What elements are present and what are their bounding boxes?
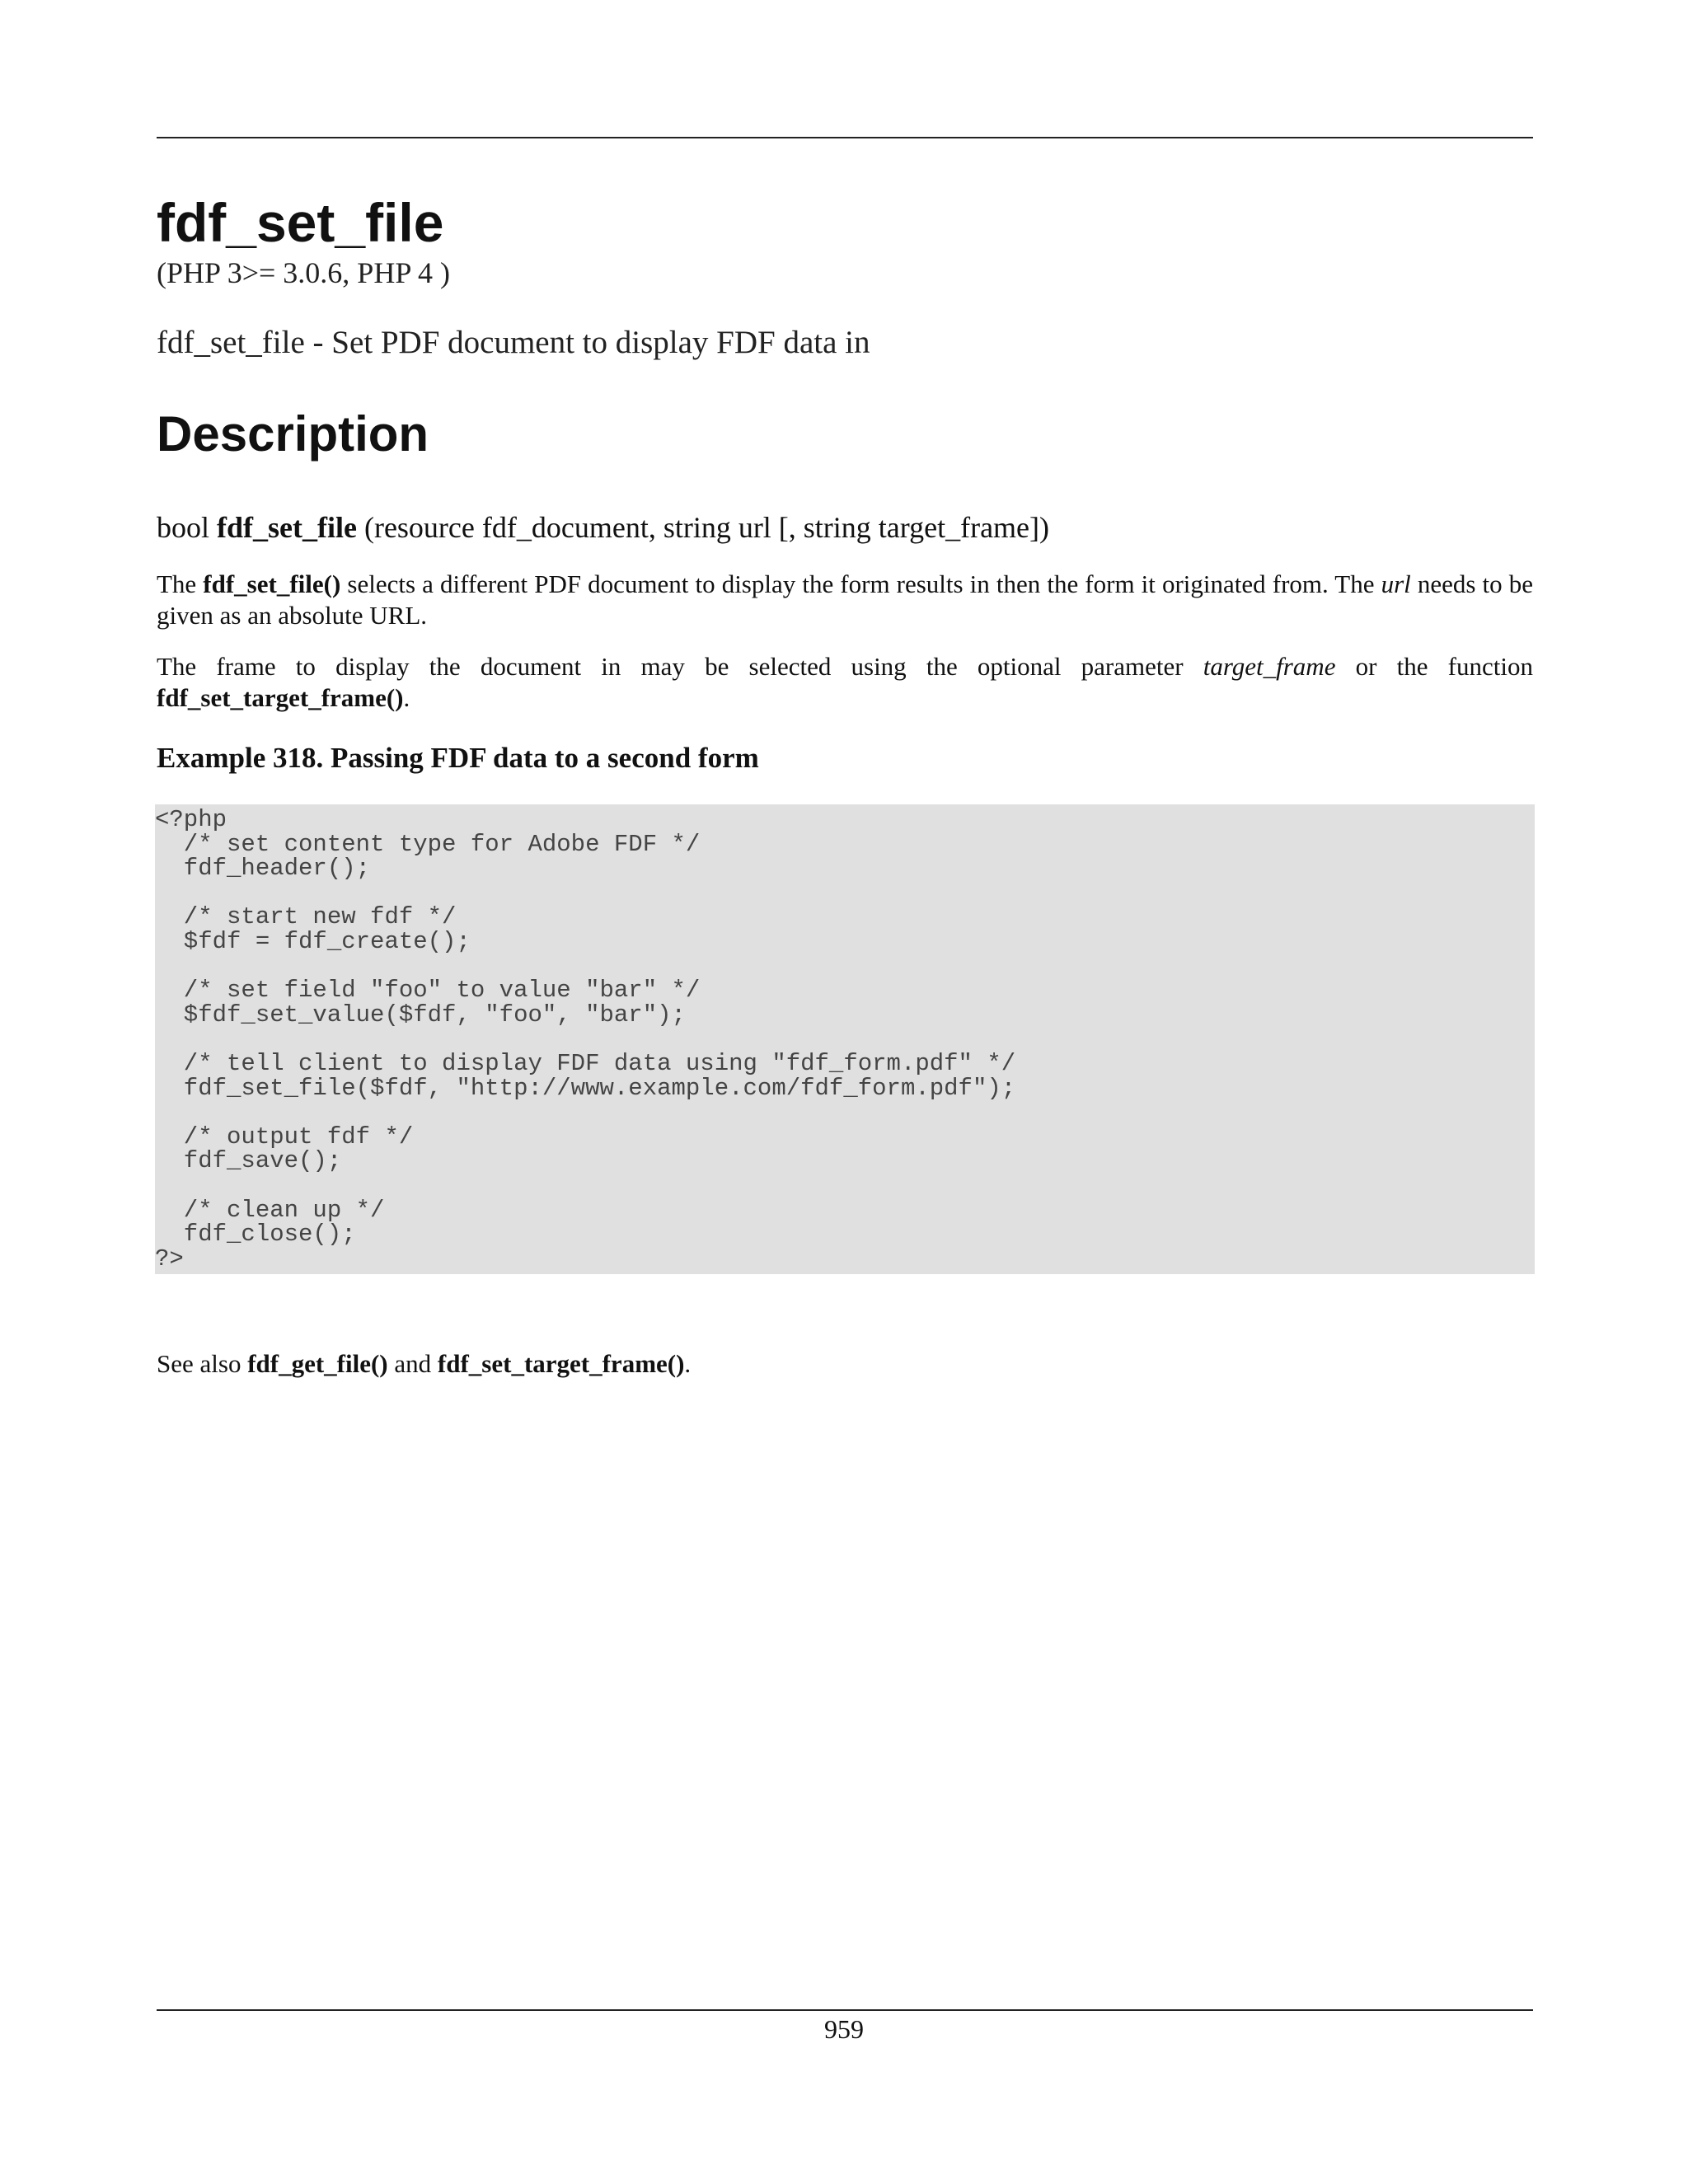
text-run: needs to be given as an absolute URL. <box>157 569 1533 630</box>
code-line <box>155 954 1535 979</box>
synopsis-function-name: fdf_set_file <box>217 511 357 544</box>
code-line: fdf_header(); <box>155 855 371 883</box>
code-line: fdf_save(); <box>155 1147 342 1175</box>
code-line: /* tell client to display FDF data using "fdf_form.pdf" */ <box>155 1049 1016 1077</box>
code-line: <?php <box>155 806 227 833</box>
synopsis-return-type: bool <box>157 511 210 544</box>
text-run: . <box>684 1349 692 1379</box>
function-title: fdf_set_file <box>157 192 444 253</box>
code-line <box>155 1174 1535 1198</box>
code-line: /* output fdf */ <box>155 1122 414 1151</box>
code-line <box>155 1027 1535 1052</box>
function-reference: fdf_set_file() <box>203 569 341 598</box>
version-info: (PHP 3>= 3.0.6, PHP 4 ) <box>157 256 450 289</box>
description-heading: Description <box>157 406 429 462</box>
text-run: The <box>157 569 204 598</box>
code-line: $fdf = fdf_create(); <box>155 927 471 955</box>
code-line <box>155 1100 1535 1125</box>
synopsis-params: (resource fdf_document, string url [, string target_frame]) <box>363 511 1050 544</box>
code-line: /* clean up */ <box>155 1196 385 1224</box>
code-line: ?> <box>155 1244 184 1272</box>
code-line: $fdf_set_value($fdf, "foo", "bar"); <box>155 1001 686 1029</box>
page-content <box>157 190 1533 1380</box>
text-run: See also <box>157 1349 248 1379</box>
function-reference: fdf_get_file() <box>247 1349 388 1379</box>
function-reference: fdf_set_target_frame() <box>157 683 404 712</box>
description-paragraph-2 <box>157 651 1533 714</box>
parameter-reference: url <box>1381 569 1411 598</box>
description-paragraph-1 <box>157 569 1533 631</box>
code-line <box>155 881 1535 906</box>
code-line: /* set content type for Adobe FDF */ <box>155 830 701 858</box>
function-synopsis <box>157 509 1533 546</box>
see-also <box>157 1348 1533 1380</box>
parameter-reference: target_frame <box>1203 652 1336 681</box>
text-run: The frame to display the document in may be selected using the optional parameter <box>157 652 1203 681</box>
example-title: Example 318. Passing FDF data to a second form <box>157 742 759 774</box>
text-run: and <box>387 1349 438 1379</box>
text-run: . <box>403 683 410 712</box>
page-number: 959 <box>824 2014 864 2044</box>
code-line: fdf_close(); <box>155 1221 356 1249</box>
code-example <box>155 804 1535 1274</box>
code-line: /* set field "foo" to value "bar" */ <box>155 977 701 1005</box>
function-purpose: fdf_set_file - Set PDF document to display FDF data in <box>157 325 870 360</box>
code-line: fdf_set_file($fdf, "http://www.example.com/fdf_form.pdf"); <box>155 1074 1016 1102</box>
text-run: selects a different PDF document to display the form results in then the form it originated from. The <box>340 569 1381 598</box>
header-rule <box>157 137 1533 138</box>
text-run: or the function <box>1335 652 1533 681</box>
footer-rule <box>157 2009 1533 2011</box>
function-reference: fdf_set_target_frame() <box>437 1349 685 1379</box>
code-line: /* start new fdf */ <box>155 903 457 931</box>
